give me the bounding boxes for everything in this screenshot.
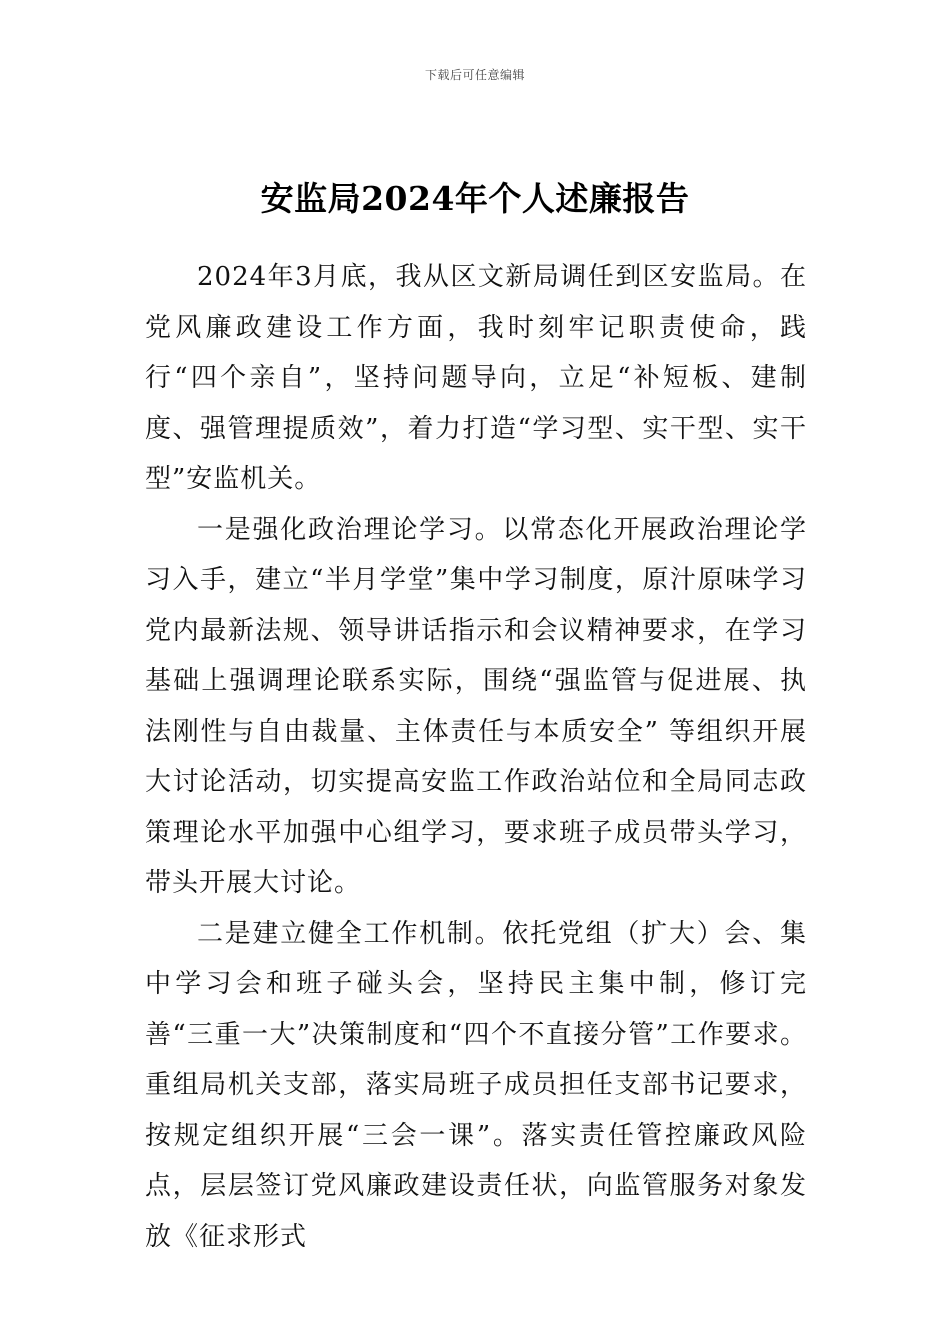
document-title: 安监局2024年个人述廉报告 — [260, 179, 690, 218]
paragraph-political-study: 一是强化政治理论学习。以常态化开展政治理论学习入手，建立“半月学堂”集中学习制度，原汁原味学习党内最新法规、领导讲话指示和会议精神要求，在学习基础上强调理论联系实际，围绕“强监管与促进展、执法刚性与自由裁量、主体责任与本质安全” 等组织开展大讨论活动，切实提高安监工作政治站位和全局同志政策理论水平加强中心组学习，要求班子成员带头学习，带头开展大讨论。 — [145, 514, 807, 898]
paragraph-work-mechanism: 二是建立健全工作机制。依托党组（扩大）会、集中学习会和班子碰头会，坚持民主集中制，修订完善“三重一大”决策制度和“四个不直接分管”工作要求。重组局机关支部，落实局班子成员担任支部书记要求，按规定组织开展“三会一课”。落实责任管控廉政风险点，层层签订党风廉政建设责任状，向监管服务对象发放《征求形式 — [145, 918, 807, 1252]
document-body — [145, 252, 807, 1262]
paragraph-intro: 2024年3月底，我从区文新局调任到区安监局。在党风廉政建设工作方面，我时刻牢记职责使命，践行“四个亲自”，坚持问题导向，立足“补短板、建制度、强管理提质效”，着力打造“学习型、实干型、实干型”安监机关。 — [145, 262, 807, 494]
header-note: 下载后可任意编辑 — [424, 68, 525, 82]
